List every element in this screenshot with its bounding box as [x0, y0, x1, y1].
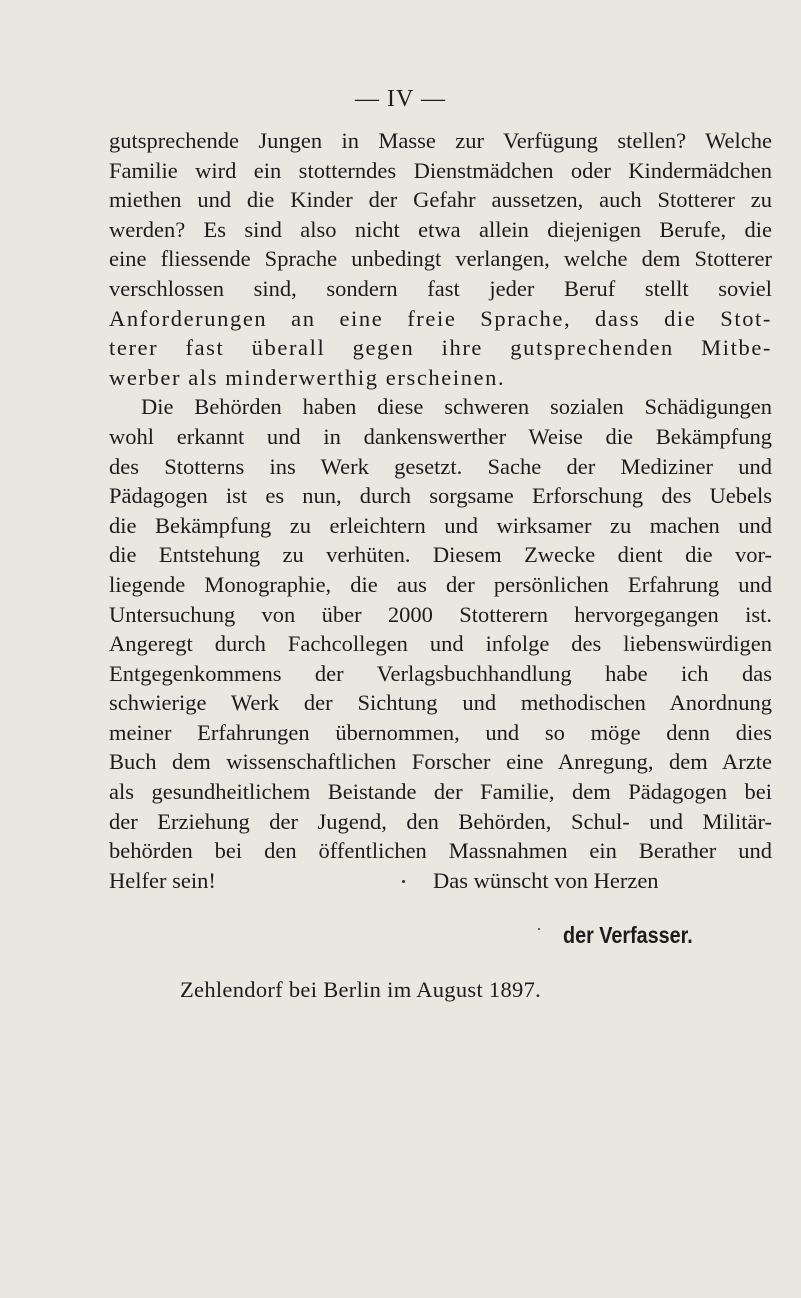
text-line-spaced: Anforderungen an eine freie Sprache, dass die Stot-: [109, 305, 772, 331]
text-line: die Entstehung zu verhüten. Diesem Zwecke dient die vor-: [109, 542, 772, 568]
text-line: Helfer sein!: [109, 867, 216, 893]
text-line: behörden bei den öffentlichen Massnahmen ein Berather und: [109, 838, 772, 864]
text-line: Buch dem wissenschaftlichen Forscher eine Anregung, dem Arzte: [109, 749, 772, 775]
author-signature: der Verfasser.: [563, 922, 693, 948]
text-line: miethen und die Kinder der Gefahr aussetzen, auch Stotterer zu: [109, 187, 772, 213]
text-line: des Stotterns ins Werk gesetzt. Sache der Mediziner und: [109, 453, 772, 479]
text-line: der Erziehung der Jugend, den Behörden, Schul- und Militär-: [109, 808, 772, 834]
ink-speck: [402, 880, 405, 883]
paragraph-2: [109, 392, 772, 895]
paragraph-1: [109, 126, 772, 392]
text-line: Pädagogen ist es nun, durch sorgsame Erforschung des Uebels: [109, 483, 772, 509]
text-line: verschlossen sind, sondern fast jeder Beruf stellt soviel: [109, 275, 772, 301]
text-line: die Bekämpfung zu erleichtern und wirksamer zu machen und: [109, 512, 772, 538]
text-line: Entgegenkommens der Verlagsbuchhandlung habe ich das: [109, 660, 772, 686]
text-line: Familie wird ein stotterndes Dienstmädchen oder Kindermädchen: [109, 157, 772, 183]
text-line: gutsprechende Jungen in Masse zur Verfügung stellen? Welche: [109, 128, 772, 153]
text-line: meiner Erfahrungen übernommen, und so möge denn dies: [109, 719, 772, 745]
text-line: werden? Es sind also nicht etwa allein diejenigen Berufe, die: [109, 216, 772, 242]
text-line: eine fliessende Sprache unbedingt verlangen, welche dem Stotterer: [109, 246, 772, 272]
text-line: Die Behörden haben diese schweren sozialen Schädigungen: [141, 394, 772, 420]
text-line: Angeregt durch Fachcollegen und infolge des liebenswürdigen: [109, 631, 772, 657]
body-text: [109, 126, 772, 895]
text-line: liegende Monographie, die aus der persönlichen Erfahrung und: [109, 571, 772, 597]
page-number: — IV —: [355, 86, 446, 112]
text-line-spaced: werber als minderwerthig erscheinen.: [109, 364, 506, 390]
place-and-date: Zehlendorf bei Berlin im August 1897.: [180, 977, 542, 1002]
text-line: Untersuchung von über 2000 Stotterern hervorgegangen ist.: [109, 601, 772, 627]
text-line-spaced: terer fast überall gegen ihre gutsprechenden Mitbe-: [109, 335, 772, 361]
ink-speck: [538, 928, 540, 930]
text-line: als gesundheitlichem Beistande der Familie, dem Pädagogen bei: [109, 779, 772, 805]
text-line: schwierige Werk der Sichtung und methodischen Anordnung: [109, 690, 772, 716]
closing-wish: Das wünscht von Herzen: [433, 868, 659, 893]
text-line: wohl erkannt und in dankenswerther Weise die Bekämpfung: [109, 423, 772, 449]
